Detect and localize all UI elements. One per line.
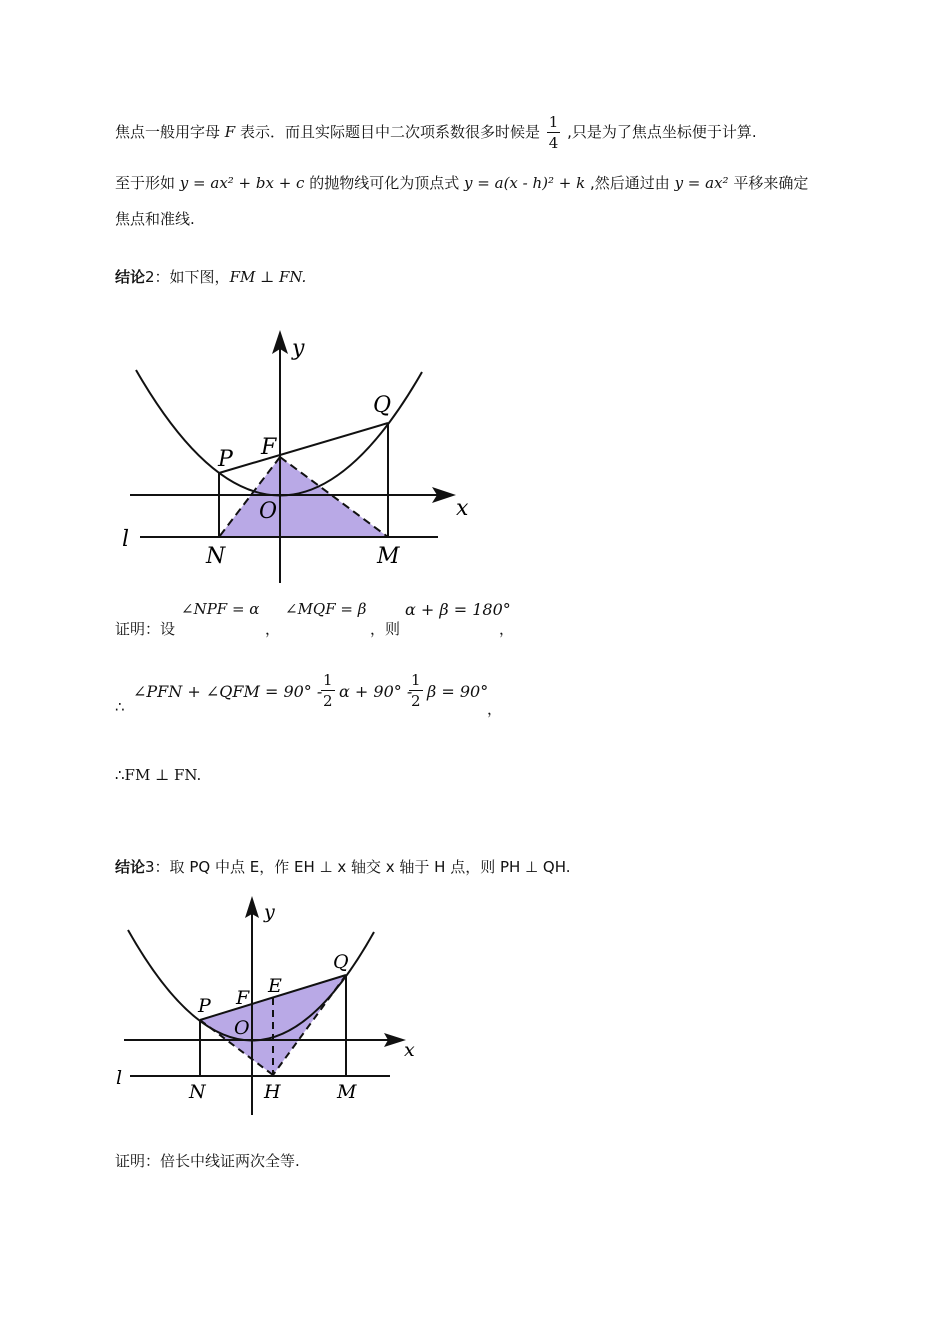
label-x: x [456, 496, 469, 521]
var-f: F [224, 123, 236, 141]
label-q: Q [373, 393, 392, 418]
label-x: x [404, 1039, 415, 1061]
label-o: O [234, 1017, 250, 1039]
label-p: P [218, 447, 233, 472]
equation-general: y = ax² + bx + c [179, 174, 305, 192]
angle-sum-expr: ∠PFN + ∠QFM = 90° - [133, 682, 323, 701]
angle-mqf: ∠MQF = β [285, 600, 367, 618]
fraction-numerator: 1 [323, 671, 333, 689]
text: 的抛物线可化为顶点式 [309, 174, 460, 192]
label-h: H [264, 1081, 281, 1103]
comma: ， [499, 620, 515, 638]
therefore-symbol: ∴ [115, 698, 125, 716]
figure-parabola-fm-fn [110, 325, 480, 595]
text: ,然后通过由 [590, 174, 670, 192]
proof-prefix: 证明：设 [115, 620, 176, 638]
label-o: O [259, 499, 278, 524]
fraction-numerator: 1 [411, 671, 421, 689]
proof-2-conclusion: ∴FM ⊥ FN. [115, 766, 202, 784]
text: 焦点一般用字母 [115, 123, 221, 141]
conclusion-label: 结论 [115, 268, 146, 286]
comma: ， [265, 620, 281, 638]
fraction-denominator: 2 [323, 692, 333, 710]
label-l: l [122, 527, 130, 552]
label-f: F [261, 435, 277, 460]
shaded-triangle-nfm [219, 457, 388, 537]
fraction-one-quarter [547, 112, 561, 153]
fraction-denominator: 2 [411, 692, 421, 710]
label-p: P [198, 995, 211, 1017]
conclusion-label: 结论 [115, 858, 146, 876]
label-l: l [116, 1067, 123, 1089]
conclusion-number: 2：如下图， [145, 268, 230, 286]
label-q: Q [333, 951, 349, 973]
label-y: y [264, 901, 275, 923]
alpha-beta-sum: α + β = 180° [405, 600, 511, 619]
label-y: y [292, 336, 305, 361]
angle-npf: ∠NPF = α [181, 600, 260, 618]
conclusion-3 [115, 856, 570, 877]
text: 平移来确定 [733, 174, 809, 192]
equation-simple: y = ax² [674, 174, 729, 192]
comma: ， [487, 700, 503, 718]
label-e: E [268, 975, 282, 997]
conclusion-statement: FM ⊥ FN. [229, 268, 307, 286]
fraction-denominator: 4 [548, 134, 559, 152]
text: 至于形如 [115, 174, 176, 192]
fraction-half-1 [321, 670, 335, 711]
alpha-term: α + 90° - [339, 682, 413, 701]
equation-vertex: y = a(x - h)² + k [464, 174, 586, 192]
fraction-numerator: 1 [548, 113, 559, 131]
paragraph-focus-letter [115, 112, 757, 153]
label-n: N [189, 1081, 206, 1103]
figure-parabola-ph-qh [110, 893, 430, 1115]
fraction-half-2 [409, 670, 423, 711]
label-n: N [206, 544, 226, 569]
label-m: M [377, 544, 400, 569]
beta-term: β = 90° [427, 682, 489, 701]
paragraph-vertex-form [115, 172, 808, 193]
chord-pq [219, 423, 388, 473]
proof-3: 证明：倍长中线证两次全等. [115, 1152, 300, 1170]
then-text: ，则 [370, 620, 401, 638]
conclusion-text: 3：取 PQ 中点 E，作 EH ⊥ x 轴交 x 轴于 H 点，则 PH ⊥ QH. [145, 858, 571, 876]
conclusion-2 [115, 266, 306, 287]
paragraph-vertex-form-line2: 焦点和准线. [115, 210, 195, 228]
label-f: F [236, 987, 250, 1009]
text: ,只是为了焦点坐标便于计算. [567, 123, 757, 141]
text: 表示．而且实际题目中二次项系数很多时候是 [240, 123, 541, 141]
label-m: M [337, 1081, 357, 1103]
